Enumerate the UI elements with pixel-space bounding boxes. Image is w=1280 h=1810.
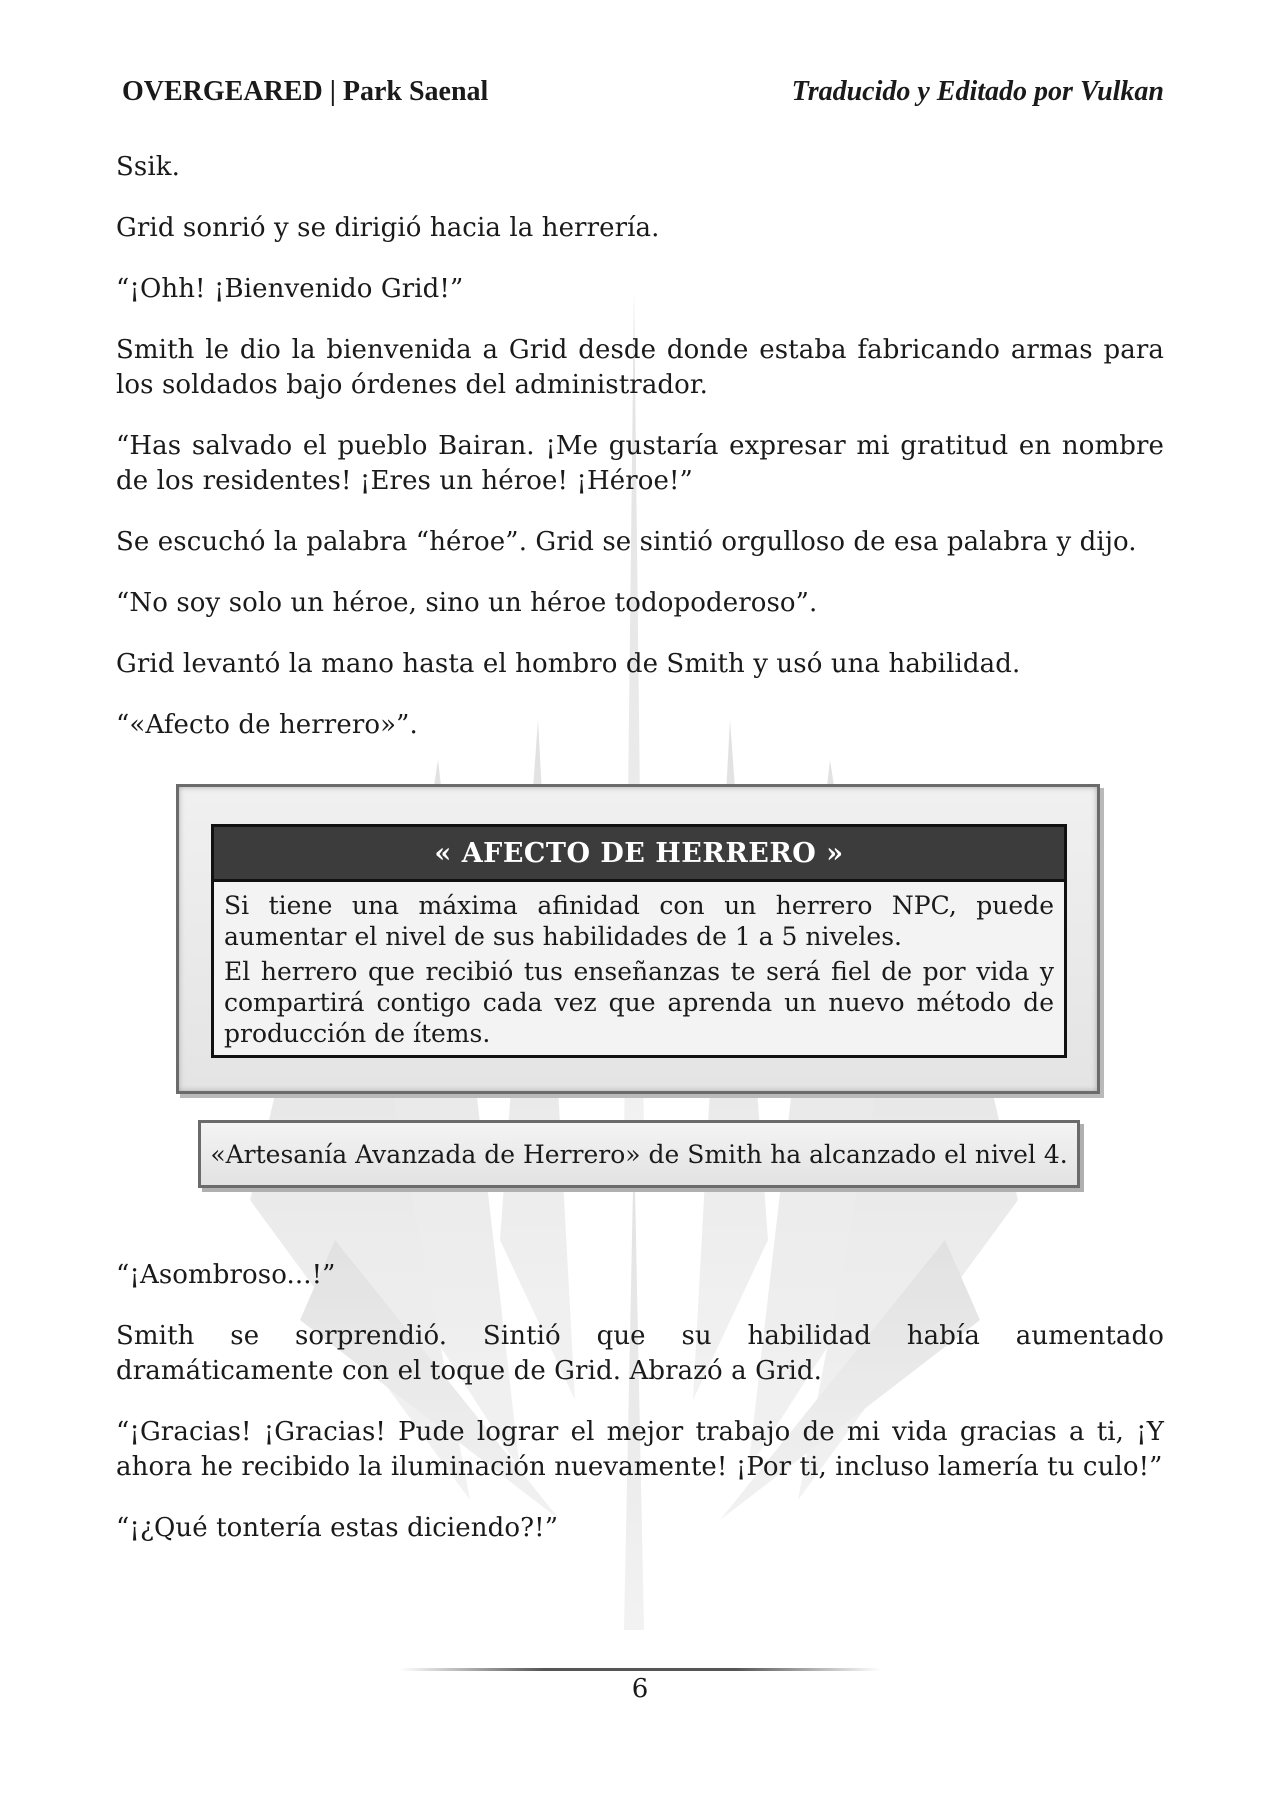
skill-info-window <box>176 784 1100 1094</box>
body-text-bottom <box>116 1258 1164 1572</box>
page-header <box>122 72 1164 112</box>
paragraph: Ssik. <box>116 152 180 182</box>
header-translator-credit: Traducido y Editado por Vulkan <box>791 76 1164 107</box>
paragraph: Se escuchó la palabra “héroe”. Grid se sintió orgulloso de esa palabra y dijo. <box>116 527 1137 557</box>
paragraph: Smith le dio la bienvenida a Grid desde donde estaba fabricando armas para los soldados bajo órdenes del administrador. <box>116 335 1164 400</box>
paragraph: “No soy solo un héroe, sino un héroe todopoderoso”. <box>116 588 818 618</box>
paragraph: “¡Ohh! ¡Bienvenido Grid!” <box>116 274 464 304</box>
skill-description-line: El herrero que recibió tus enseñanzas te será fiel de por vida y compartirá contigo cada vez que aprenda un nuevo método de producción de ítems. <box>224 957 1054 1048</box>
paragraph: “Has salvado el pueblo Bairan. ¡Me gustaría expresar mi gratitud en nombre de los residentes! ¡Eres un héroe! ¡Héroe!” <box>116 431 1164 496</box>
footer-divider <box>400 1668 880 1671</box>
header-book-title: OVERGEARED | Park Saenal <box>122 76 489 107</box>
paragraph: Grid levantó la mano hasta el hombro de Smith y usó una habilidad. <box>116 649 1021 679</box>
body-text-top <box>116 150 1164 769</box>
paragraph: “¡Gracias! ¡Gracias! Pude lograr el mejor trabajo de mi vida gracias a ti, ¡Y ahora he recibido la iluminación nuevamente! ¡Por ti, incluso lamería tu culo!” <box>116 1417 1164 1482</box>
skill-description <box>214 882 1064 1049</box>
paragraph: “¡¿Qué tontería estas diciendo?!” <box>116 1513 559 1543</box>
paragraph: “¡Asombroso...!” <box>116 1260 336 1290</box>
skill-info-panel <box>211 824 1067 1058</box>
page-number: 6 <box>631 1674 649 1704</box>
skill-title: « AFECTO DE HERRERO » <box>214 827 1064 882</box>
system-notice: «Artesanía Avanzada de Herrero» de Smith ha alcanzado el nivel 4. <box>198 1120 1080 1188</box>
paragraph: Smith se sorprendió. Sintió que su habilidad había aumentado dramáticamente con el toque de Grid. Abrazó a Grid. <box>116 1321 1164 1386</box>
skill-description-line: Si tiene una máxima afinidad con un herrero NPC, puede aumentar el nivel de sus habilidades de 1 a 5 niveles. <box>224 891 1054 951</box>
paragraph: Grid sonrió y se dirigió hacia la herrería. <box>116 213 660 243</box>
paragraph: “«Afecto de herrero»”. <box>116 710 418 740</box>
